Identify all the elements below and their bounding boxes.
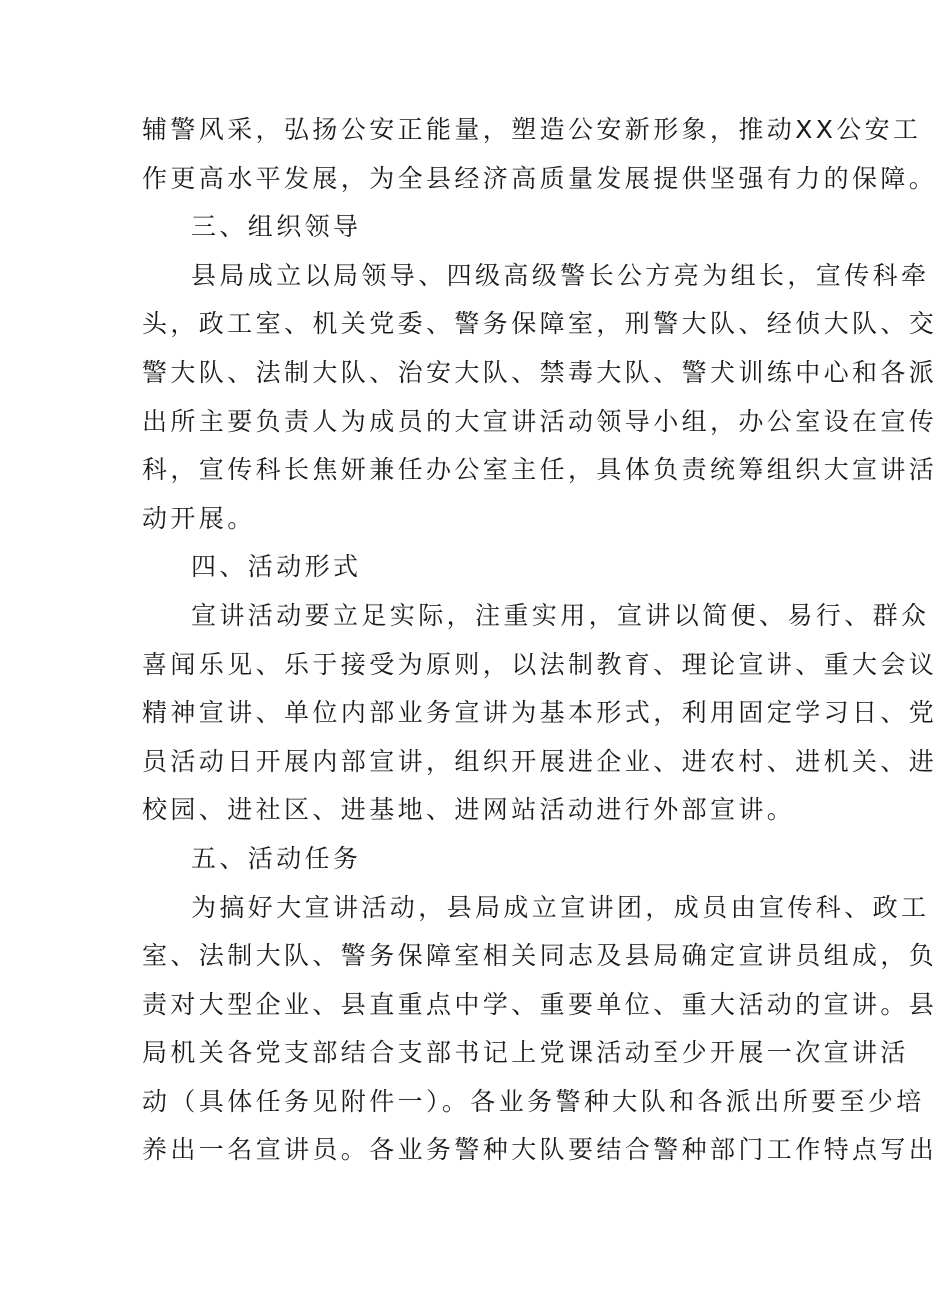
paragraph-line: 科，宣传科长焦妍兼任办公室主任，具体负责统筹组织大宣讲活 [142, 455, 937, 485]
section-heading: 五、活动任务 [191, 843, 362, 873]
paragraph-line: 室、法制大队、警务保障室相关同志及县局确定宣讲员组成，负 [142, 941, 937, 971]
paragraph-line: 作更高水平发展，为全县经济高质量发展提供坚强有力的保障。 [142, 163, 937, 193]
section-heading: 三、组织领导 [191, 212, 362, 242]
paragraph-line: 喜闻乐见、乐于接受为原则，以法制教育、理论宣讲、重大会议 [142, 649, 937, 679]
paragraph-line: 县局成立以局领导、四级高级警长公方亮为组长，宣传科牵 [191, 260, 930, 290]
paragraph-line: 宣讲活动要立足实际，注重实用，宣讲以简便、易行、群众 [191, 600, 930, 630]
paragraph-line: 员活动日开展内部宣讲，组织开展进企业、进农村、进机关、进 [142, 746, 937, 776]
paragraph-line: 责对大型企业、县直重点中学、重要单位、重大活动的宣讲。县 [142, 989, 937, 1019]
paragraph-line: 辅警风采，弘扬公安正能量，塑造公安新形象，推动XX公安工 [142, 115, 922, 144]
paragraph-line: 养出一名宣讲员。各业务警种大队要结合警种部门工作特点写出 [142, 1135, 937, 1165]
paragraph-line: 为搞好大宣讲活动，县局成立宣讲团，成员由宣传科、政工 [191, 892, 930, 922]
paragraph-line: 动开展。 [142, 503, 256, 533]
paragraph-line: 局机关各党支部结合支部书记上党课活动至少开展一次宣讲活 [142, 1038, 909, 1068]
document-body [142, 106, 937, 1175]
paragraph-line: 警大队、法制大队、治安大队、禁毒大队、警犬训练中心和各派 [142, 357, 937, 387]
paragraph-line: 精神宣讲、单位内部业务宣讲为基本形式，利用固定学习日、党 [142, 698, 937, 728]
paragraph-line: 头，政工室、机关党委、警务保障室，刑警大队、经侦大队、交 [142, 309, 937, 339]
paragraph-line: 校园、进社区、进基地、进网站活动进行外部宣讲。 [142, 795, 796, 825]
section-heading: 四、活动形式 [191, 552, 362, 582]
paragraph-line: 出所主要负责人为成员的大宣讲活动领导小组，办公室设在宣传 [142, 406, 937, 436]
paragraph-line: 动（具体任务见附件一）。各业务警种大队和各派出所要至少培 [142, 1086, 925, 1116]
